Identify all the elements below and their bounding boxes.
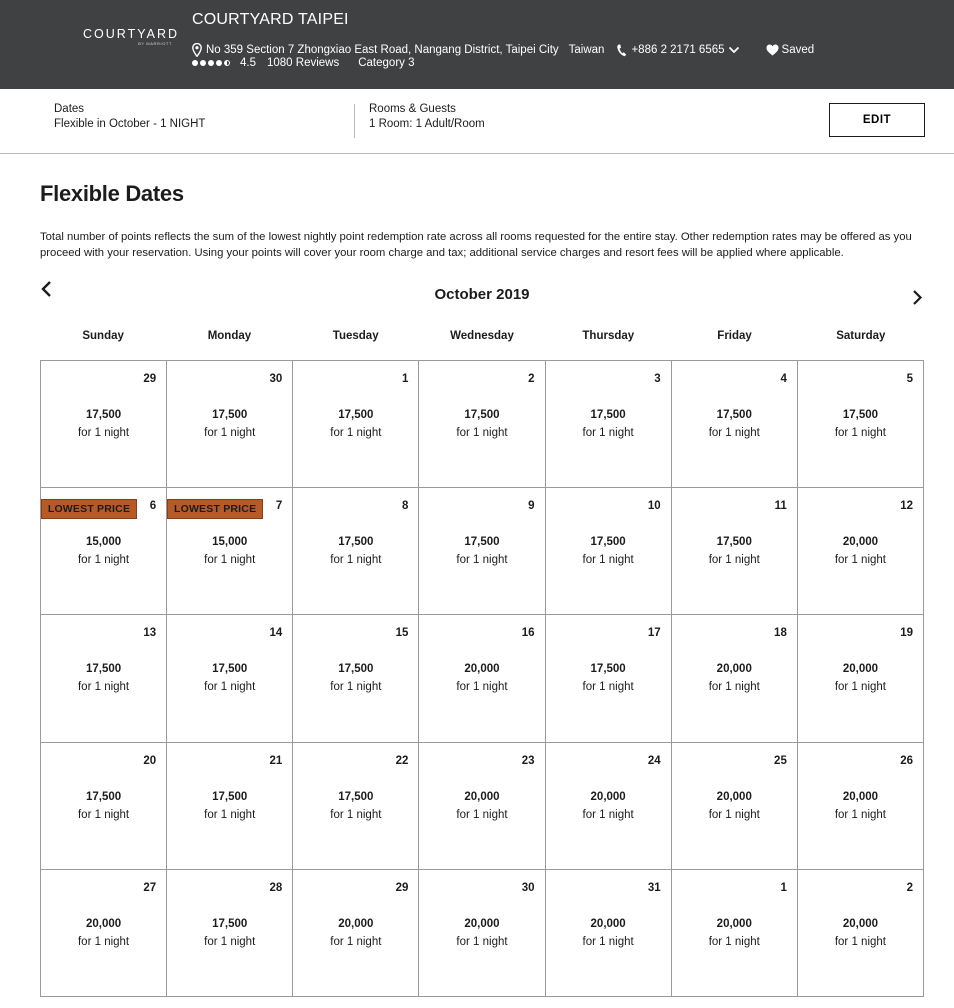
day-number: 24 (647, 754, 661, 767)
day-number: 26 (900, 754, 913, 767)
calendar-day-cell[interactable] (419, 743, 545, 870)
calendar-day-cell[interactable] (546, 743, 672, 870)
day-points: 17,500 (212, 409, 248, 421)
day-number: 2 (528, 373, 535, 385)
day-points: 20,000 (716, 917, 752, 930)
day-points: 20,000 (464, 917, 500, 930)
calendar-day-cell[interactable] (419, 615, 545, 742)
day-points: 20,000 (842, 663, 879, 676)
nights-label: for 1 night (77, 808, 130, 821)
nights-label: for 1 night (582, 681, 634, 694)
rooms-value: 1 Room: 1 Adult/Room (369, 118, 485, 130)
nights-label: for 1 night (582, 554, 634, 567)
nights-label: for 1 night (708, 681, 760, 694)
weekday-monday: Monday (207, 330, 252, 342)
hotel-name[interactable]: COURTYARD TAIPEI (192, 11, 349, 28)
nights-label: for 1 night (582, 427, 634, 439)
day-number: 15 (395, 627, 409, 640)
day-points: 17,500 (590, 536, 626, 549)
rating-row (192, 57, 415, 69)
calendar-day-cell[interactable] (798, 870, 924, 997)
day-number: 31 (647, 881, 661, 894)
calendar-day-cell[interactable] (293, 870, 419, 997)
day-points: 20,000 (85, 917, 122, 930)
hotel-phone: +886 2 2171 6565 (631, 44, 725, 56)
day-points: 17,500 (212, 790, 248, 803)
day-points: 20,000 (590, 917, 626, 930)
hotel-country: Taiwan (568, 44, 605, 56)
calendar-day-cell[interactable] (41, 870, 167, 997)
calendar-day-cell[interactable] (167, 361, 293, 488)
nights-label: for 1 night (834, 808, 886, 821)
day-number: 18 (774, 627, 787, 640)
nights-label: for 1 night (77, 681, 130, 694)
rating-dot-full (192, 60, 198, 66)
day-number: 28 (269, 881, 283, 894)
points-disclaimer: Total number of points reflects the sum of the lowest nightly point redemption rate across all rooms requested for the entire stay. Other redemption rates may be offered as you proceed with your reservation. Using your points will cover your room charge and tax; additional service charges and resort fees will be applied where applicable. (40, 231, 912, 259)
rating-dots (192, 60, 232, 66)
day-number: 7 (275, 500, 283, 513)
day-number: 27 (143, 881, 157, 894)
weekday-wednesday: Wednesday (450, 330, 514, 342)
weekday-thursday: Thursday (582, 330, 635, 342)
nights-label: for 1 night (834, 427, 886, 439)
day-number: 9 (528, 500, 535, 513)
calendar-day-cell[interactable] (41, 743, 167, 870)
nights-label: for 1 night (456, 554, 508, 567)
calendar-day-cell[interactable] (167, 743, 293, 870)
nights-label: for 1 night (204, 808, 256, 821)
day-points: 20,000 (464, 790, 500, 803)
day-points: 20,000 (338, 917, 374, 930)
day-points: 15,000 (85, 536, 122, 549)
hotel-header (0, 0, 954, 89)
calendar-day-cell[interactable] (672, 488, 798, 615)
calendar-day-cell[interactable] (41, 361, 167, 488)
day-points: 17,500 (464, 409, 500, 421)
day-number: 6 (149, 500, 157, 513)
day-number: 16 (521, 627, 535, 640)
day-number: 23 (521, 754, 535, 767)
calendar-day-cell[interactable] (546, 488, 672, 615)
weekday-tuesday: Tuesday (332, 330, 379, 342)
day-points: 20,000 (464, 663, 500, 676)
month-label: October 2019 (434, 286, 530, 303)
nights-label: for 1 night (77, 427, 130, 439)
calendar-day-cell[interactable] (167, 615, 293, 742)
month-navigation (40, 280, 924, 310)
day-points: 17,500 (716, 409, 752, 421)
nights-label: for 1 night (708, 554, 760, 567)
nights-label: for 1 night (77, 935, 130, 948)
day-number: 4 (780, 373, 787, 385)
day-points: 20,000 (590, 790, 626, 803)
nights-label: for 1 night (456, 681, 508, 694)
logo-text: COURTYARD (83, 27, 180, 41)
calendar-day-cell[interactable] (41, 615, 167, 742)
nights-label: for 1 night (834, 935, 886, 948)
calendar-day-cell[interactable] (419, 488, 545, 615)
day-points: 17,500 (590, 409, 626, 421)
day-points: 17,500 (338, 663, 374, 676)
phone-dropdown[interactable] (616, 44, 739, 57)
saved-button[interactable] (766, 44, 815, 56)
heart-icon (766, 44, 779, 56)
day-number: 29 (143, 373, 157, 385)
weekday-header (40, 330, 924, 342)
dates-summary (54, 102, 205, 132)
calendar-day-cell[interactable] (41, 488, 167, 615)
dates-label: Dates (54, 103, 85, 115)
day-number: 21 (269, 754, 283, 767)
nights-label: for 1 night (708, 427, 760, 439)
calendar-day-cell[interactable] (672, 870, 798, 997)
rating-dot-full (200, 60, 206, 66)
nights-label: for 1 night (330, 681, 382, 694)
day-number: 11 (774, 500, 787, 513)
day-number: 2 (906, 881, 913, 894)
nights-label: for 1 night (456, 935, 508, 948)
day-number: 8 (402, 500, 409, 513)
day-number: 14 (269, 627, 283, 640)
nights-label: for 1 night (708, 935, 760, 948)
nights-label: for 1 night (330, 554, 382, 567)
nights-label: for 1 night (582, 935, 634, 948)
lowest-price-badge: LOWEST PRICE (167, 499, 263, 519)
day-points: 20,000 (716, 790, 752, 803)
calendar-day-cell[interactable] (293, 743, 419, 870)
weekday-friday: Friday (717, 330, 752, 342)
calendar-day-cell[interactable] (672, 615, 798, 742)
day-points: 20,000 (842, 790, 879, 803)
day-number: 22 (395, 754, 409, 767)
day-number: 30 (269, 373, 283, 385)
hotel-address[interactable]: No 359 Section 7 Zhongxiao East Road, Nangang District, Taipei City (206, 44, 559, 56)
day-number: 5 (906, 373, 913, 385)
day-number: 30 (521, 881, 535, 894)
reviews-link[interactable]: 1080 Reviews (267, 57, 340, 69)
map-pin-icon (192, 43, 202, 57)
calendar-day-cell[interactable] (798, 488, 924, 615)
chevron-down-icon (728, 45, 740, 55)
calendar-day-cell[interactable] (798, 743, 924, 870)
day-points: 20,000 (716, 663, 752, 676)
address-row (192, 43, 814, 57)
day-points: 17,500 (85, 663, 122, 676)
logo-subtext: BY MARRIOTT (138, 41, 172, 46)
day-number: 1 (780, 881, 787, 894)
day-number: 19 (900, 627, 913, 640)
nights-label: for 1 night (330, 935, 382, 948)
nights-label: for 1 night (456, 427, 508, 439)
nights-label: for 1 night (204, 935, 256, 948)
calendar-day-cell[interactable] (546, 870, 672, 997)
weekday-saturday: Saturday (836, 330, 886, 342)
summary-divider (354, 104, 355, 138)
day-points: 17,500 (212, 663, 248, 676)
day-points: 17,500 (338, 536, 374, 549)
courtyard-logo[interactable] (83, 27, 180, 46)
day-points: 17,500 (842, 409, 879, 421)
calendar-day-cell[interactable] (798, 615, 924, 742)
calendar-day-cell[interactable] (672, 361, 798, 488)
day-points: 17,500 (716, 536, 752, 549)
rating-dot-full (216, 60, 222, 66)
lowest-price-badge: LOWEST PRICE (41, 499, 137, 519)
nights-label: for 1 night (456, 808, 508, 821)
phone-icon (616, 44, 627, 57)
calendar-day-cell[interactable] (167, 870, 293, 997)
nights-label: for 1 night (204, 681, 256, 694)
nights-label: for 1 night (330, 808, 382, 821)
day-number: 25 (774, 754, 787, 767)
calendar-day-cell[interactable] (293, 488, 419, 615)
day-number: 3 (654, 373, 661, 385)
day-number: 10 (647, 500, 661, 513)
calendar-day-cell[interactable] (546, 361, 672, 488)
search-summary-bar (0, 89, 954, 154)
rating-dot-full (208, 60, 214, 66)
calendar-day-cell[interactable] (293, 361, 419, 488)
day-points: 17,500 (85, 409, 122, 421)
day-points: 17,500 (464, 536, 500, 549)
nights-label: for 1 night (330, 427, 382, 439)
day-points: 20,000 (842, 536, 879, 549)
rating-dot-half (224, 60, 230, 66)
day-points: 17,500 (338, 409, 374, 421)
nights-label: for 1 night (582, 808, 634, 821)
calendar-day-cell[interactable] (293, 615, 419, 742)
edit-button[interactable]: EDIT (829, 103, 925, 137)
weekday-sunday: Sunday (82, 330, 124, 342)
day-points: 17,500 (338, 790, 374, 803)
calendar-day-cell[interactable] (798, 361, 924, 488)
nights-label: for 1 night (708, 808, 760, 821)
day-number: 1 (402, 373, 409, 385)
saved-label: Saved (781, 44, 815, 56)
day-number: 29 (395, 881, 409, 894)
day-points: 20,000 (842, 917, 879, 930)
nights-label: for 1 night (204, 427, 256, 439)
day-number: 12 (900, 500, 913, 513)
day-number: 20 (143, 754, 157, 767)
calendar-day-cell[interactable] (419, 361, 545, 488)
nights-label: for 1 night (834, 554, 886, 567)
category-label: Category 3 (358, 57, 415, 69)
calendar-day-cell[interactable] (419, 870, 545, 997)
day-points: 15,000 (212, 536, 248, 549)
nights-label: for 1 night (204, 554, 256, 567)
chevron-right-icon[interactable] (910, 288, 924, 306)
day-number: 17 (647, 627, 661, 640)
nights-label: for 1 night (77, 554, 130, 567)
rooms-label: Rooms & Guests (369, 103, 456, 115)
rating-value: 4.5 (240, 57, 256, 69)
calendar-day-cell[interactable] (546, 615, 672, 742)
page-title: Flexible Dates (40, 181, 184, 206)
day-points: 17,500 (212, 917, 248, 930)
rooms-summary (369, 102, 485, 132)
calendar-day-cell[interactable] (672, 743, 798, 870)
calendar-grid (40, 360, 924, 997)
day-points: 17,500 (85, 790, 122, 803)
dates-value: Flexible in October - 1 NIGHT (54, 118, 206, 130)
calendar-day-cell[interactable] (167, 488, 293, 615)
day-points: 17,500 (590, 663, 626, 676)
day-number: 13 (143, 627, 157, 640)
nights-label: for 1 night (834, 681, 886, 694)
